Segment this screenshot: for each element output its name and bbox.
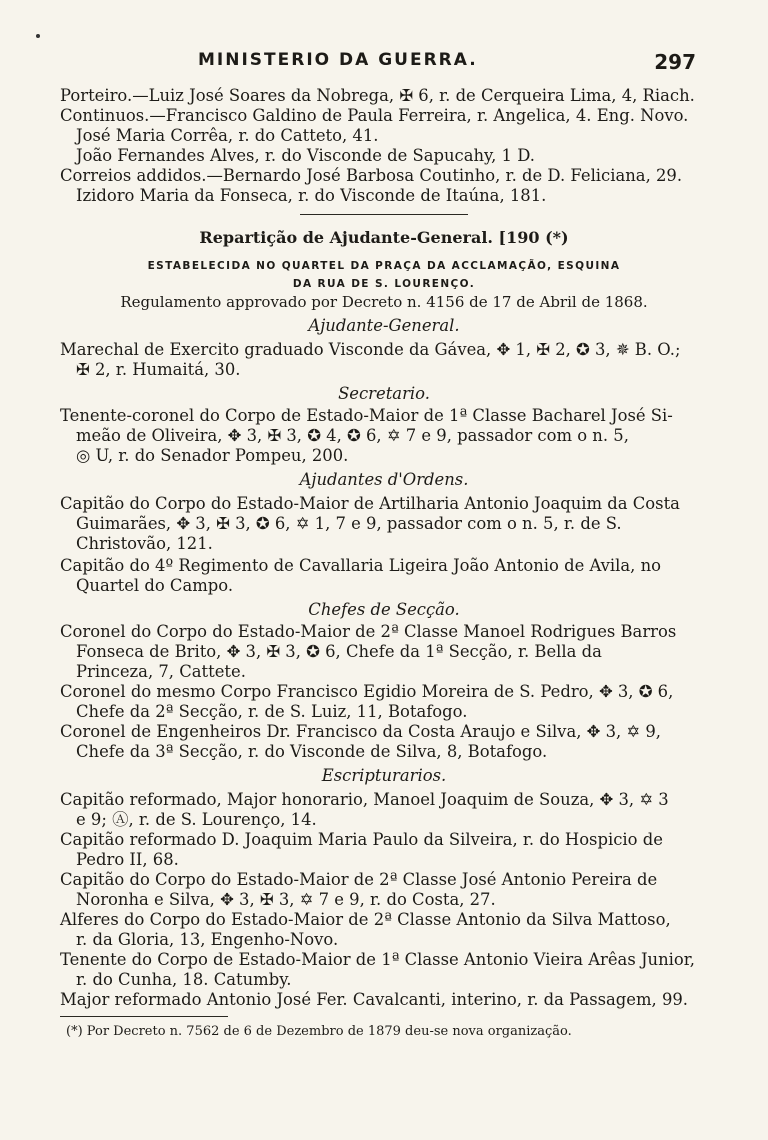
- page-header: [60, 50, 696, 80]
- established-note: ESTABELECIDA NO QUARTEL DA PRAÇA DA ACCLAMAÇÃO, ESQUINA: [147, 260, 621, 272]
- entry-line: Alferes do Corpo do Estado-Maior de 2ª Classe Antonio da Silva Mattoso,: [60, 910, 671, 929]
- entry-line: Princeza, 7, Cattete.: [76, 662, 246, 681]
- entry-line: Guimarães, ✥ 3, ✠ 3, ✪ 6, ✡ 1, 7 e 9, passador com o n. 5, r. de S.: [76, 514, 622, 533]
- entry-line: Christovão, 121.: [76, 534, 213, 553]
- entry-line: Major reformado Antonio José Fer. Cavalcanti, interino, r. da Passagem, 99.: [60, 990, 689, 1009]
- entry-line: Tenente do Corpo de Estado-Maior de 1ª Classe Antonio Vieira Arêas Junior,: [60, 950, 695, 969]
- entry-line: Capitão reformado, Major honorario, Manoel Joaquim de Souza, ✥ 3, ✡ 3: [60, 790, 669, 809]
- entry-line: meão de Oliveira, ✥ 3, ✠ 3, ✪ 4, ✪ 6, ✡ 7 e 9, passador com o n. 5,: [76, 426, 629, 445]
- entry-line: Fonseca de Brito, ✥ 3, ✠ 3, ✪ 6, Chefe da 1ª Secção, r. Bella da: [76, 642, 602, 661]
- running-title: MINISTERIO DA GUERRA.: [198, 50, 478, 70]
- entry-line: Marechal de Exercito graduado Visconde da Gávea, ✥ 1, ✠ 2, ✪ 3, ✵ B. O.;: [60, 340, 681, 359]
- entry-line: e 9; Ⓐ, r. de S. Lourenço, 14.: [76, 810, 317, 829]
- continuos-line: João Fernandes Alves, r. do Visconde de Sapucahy, 1 D.: [76, 146, 535, 165]
- entry-line: r. do Cunha, 18. Catumby.: [76, 970, 292, 989]
- entry-line: Coronel do mesmo Corpo Francisco Egidio Moreira de S. Pedro, ✥ 3, ✪ 6,: [60, 682, 674, 701]
- regulation-note: Regulamento approvado por Decreto n. 4156 de 17 de Abril de 1868.: [120, 293, 648, 311]
- entry-line: Noronha e Silva, ✥ 3, ✠ 3, ✡ 7 e 9, r. do Costa, 27.: [76, 890, 496, 909]
- subheading: Ajudantes d'Ordens.: [299, 470, 469, 489]
- ink-dot: [36, 34, 40, 38]
- entry-line: Quartel do Campo.: [76, 576, 234, 595]
- entry-line: Capitão do Corpo do Estado-Maior de Artilharia Antonio Joaquim da Costa: [60, 494, 680, 513]
- subheading: Secretario.: [338, 384, 430, 403]
- entry-line: Pedro II, 68.: [76, 850, 179, 869]
- entry-line: r. da Gloria, 13, Engenho-Novo.: [76, 930, 339, 949]
- entry-line: Chefe da 3ª Secção, r. do Visconde de Silva, 8, Botafogo.: [76, 742, 548, 761]
- entry-line: Tenente-coronel do Corpo de Estado-Maior de 1ª Classe Bacharel José Si-: [60, 406, 673, 425]
- entry-line: Capitão do 4º Regimento de Cavallaria Ligeira João Antonio de Avila, no: [60, 556, 662, 575]
- entry-line: Capitão do Corpo do Estado-Maior de 2ª Classe José Antonio Pereira de: [60, 870, 658, 889]
- correios-line: Correios addidos.—Bernardo José Barbosa Coutinho, r. de D. Feliciana, 29.: [60, 166, 683, 185]
- established-note: DA RUA DE S. LOURENÇO.: [292, 278, 476, 290]
- correios-line: Izidoro Maria da Fonseca, r. do Visconde de Itaúna, 181.: [76, 186, 547, 205]
- section-divider: [300, 214, 468, 215]
- footnote-divider: [60, 1016, 228, 1017]
- continuos-line: José Maria Corrêa, r. do Catteto, 41.: [76, 126, 379, 145]
- entry-line: Capitão reformado D. Joaquim Maria Paulo da Silveira, r. do Hospicio de: [60, 830, 663, 849]
- entry-line: Coronel de Engenheiros Dr. Francisco da Costa Araujo e Silva, ✥ 3, ✡ 9,: [60, 722, 662, 741]
- continuos-line: Continuos.—Francisco Galdino de Paula Ferreira, r. Angelica, 4. Eng. Novo.: [60, 106, 689, 125]
- entry-line: Coronel do Corpo do Estado-Maior de 2ª Classe Manoel Rodrigues Barros: [60, 622, 677, 641]
- page-number: 297: [654, 50, 696, 74]
- subheading: Escripturarios.: [321, 766, 447, 785]
- footnote: (*) Por Decreto n. 7562 de 6 de Dezembro de 1879 deu-se nova organização.: [66, 1024, 572, 1039]
- section-title: Repartição de Ajudante-General. [190 (*): [199, 228, 569, 247]
- subheading: Chefes de Secção.: [308, 600, 460, 619]
- entry-line: ◎ U, r. do Senador Pompeu, 200.: [76, 446, 349, 465]
- porteiro-line: Porteiro.—Luiz José Soares da Nobrega, ✠ 6, r. de Cerqueira Lima, 4, Riach.: [60, 86, 695, 105]
- entry-line: ✠ 2, r. Humaitá, 30.: [76, 360, 241, 379]
- subheading: Ajudante-General.: [308, 316, 460, 335]
- entry-line: Chefe da 2ª Secção, r. de S. Luiz, 11, Botafogo.: [76, 702, 468, 721]
